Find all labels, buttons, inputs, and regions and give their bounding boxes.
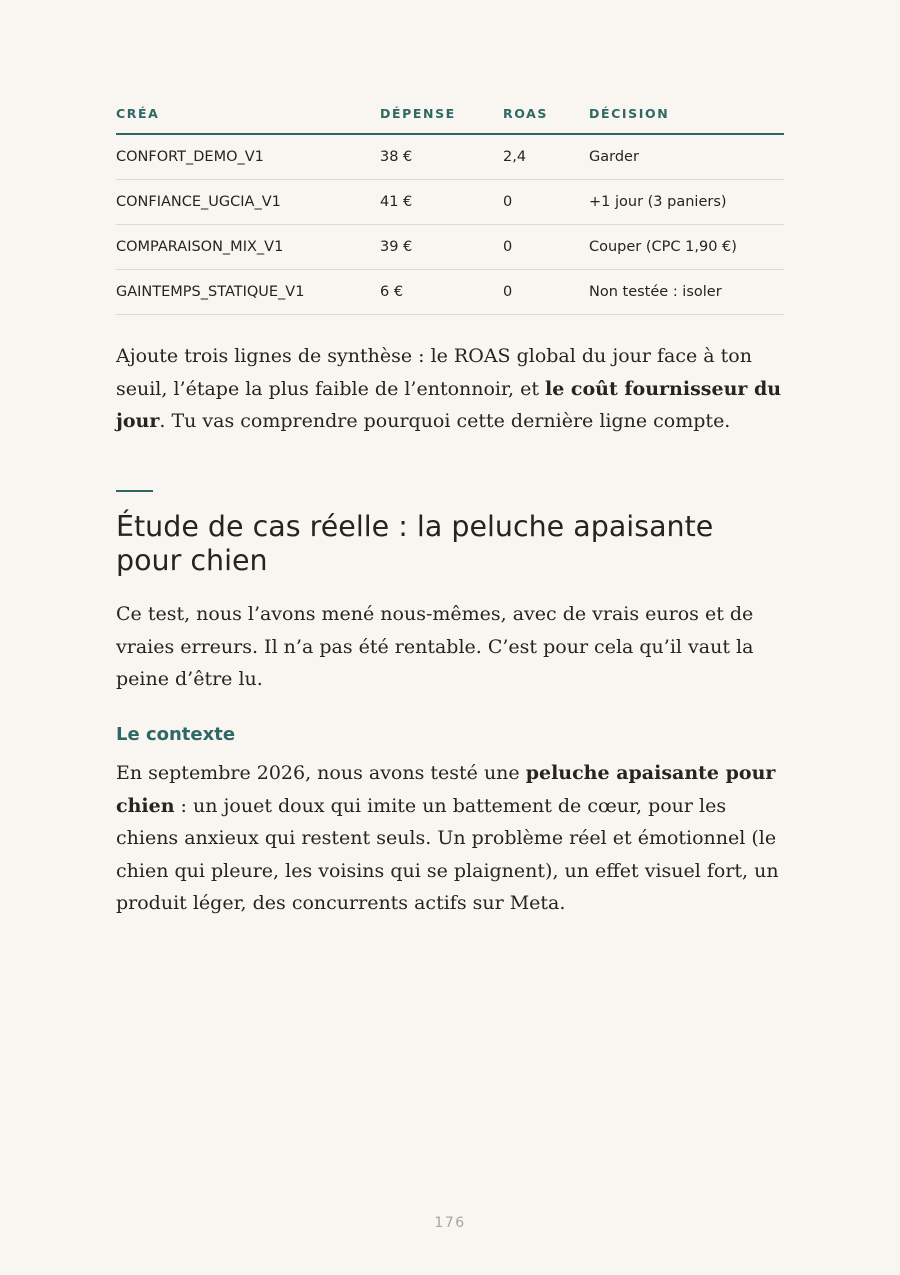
cell-depense: 6 € [380, 270, 503, 315]
cell-decision: Couper (CPC 1,90 €) [589, 225, 784, 270]
summary-text-end: . Tu vas comprendre pourquoi cette dernière ligne compte. [159, 410, 731, 432]
cell-roas: 2,4 [503, 134, 589, 180]
column-header-roas: ROAS [503, 106, 589, 134]
summary-bold-text: le coût fournisseur du jour [116, 377, 782, 432]
column-header-depense: DÉPENSE [380, 106, 503, 134]
cell-crea: CONFORT_DEMO_V1 [116, 134, 380, 180]
page-number: 176 [434, 1215, 466, 1231]
cell-roas: 0 [503, 225, 589, 270]
context-bold-text: peluche apaisante pour chien [116, 762, 776, 817]
section-divider [116, 490, 153, 492]
table-row [116, 225, 784, 270]
cell-decision: Non testée : isoler [589, 270, 784, 315]
column-header-decision: DÉCISION [589, 106, 784, 134]
column-header-crea: CRÉA [116, 106, 380, 134]
context-text-start: En septembre 2026, nous avons testé une [116, 762, 526, 784]
cell-crea: GAINTEMPS_STATIQUE_V1 [116, 270, 380, 315]
cell-depense: 38 € [380, 134, 503, 180]
cell-decision: Garder [589, 134, 784, 180]
table-row [116, 134, 784, 180]
cell-depense: 41 € [380, 180, 503, 225]
summary-paragraph [116, 340, 784, 438]
creatives-table [116, 106, 784, 315]
table-header-row [116, 106, 784, 134]
subsection-title: Le contexte [116, 724, 236, 745]
table-row [116, 270, 784, 315]
cell-crea: COMPARAISON_MIX_V1 [116, 225, 380, 270]
table-row [116, 180, 784, 225]
cell-decision: +1 jour (3 paniers) [589, 180, 784, 225]
summary-text-start: Ajoute trois lignes de synthèse : le ROAS global du jour face à ton seuil, l’étape la plus faible de l’entonnoir, et [116, 345, 752, 400]
cell-crea: CONFIANCE_UGCIA_V1 [116, 180, 380, 225]
cell-depense: 39 € [380, 225, 503, 270]
cell-roas: 0 [503, 270, 589, 315]
context-paragraph [116, 757, 784, 920]
section-intro: Ce test, nous l’avons mené nous-mêmes, avec de vrais euros et de vraies erreurs. Il n’a pas été rentable. C’est pour cela qu’il vaut la peine d’être lu. [116, 603, 754, 690]
context-text-end: : un jouet doux qui imite un battement de cœur, pour les chiens anxieux qui restent seuls. Un problème réel et émotionnel (le chien qui pleure, les voisins qui se plaignent), un effet visuel fort, un produit léger, des concurrents actifs sur Meta. [116, 794, 779, 914]
cell-roas: 0 [503, 180, 589, 225]
section-title: Étude de cas réelle : la peluche apaisante pour chien [116, 510, 714, 577]
